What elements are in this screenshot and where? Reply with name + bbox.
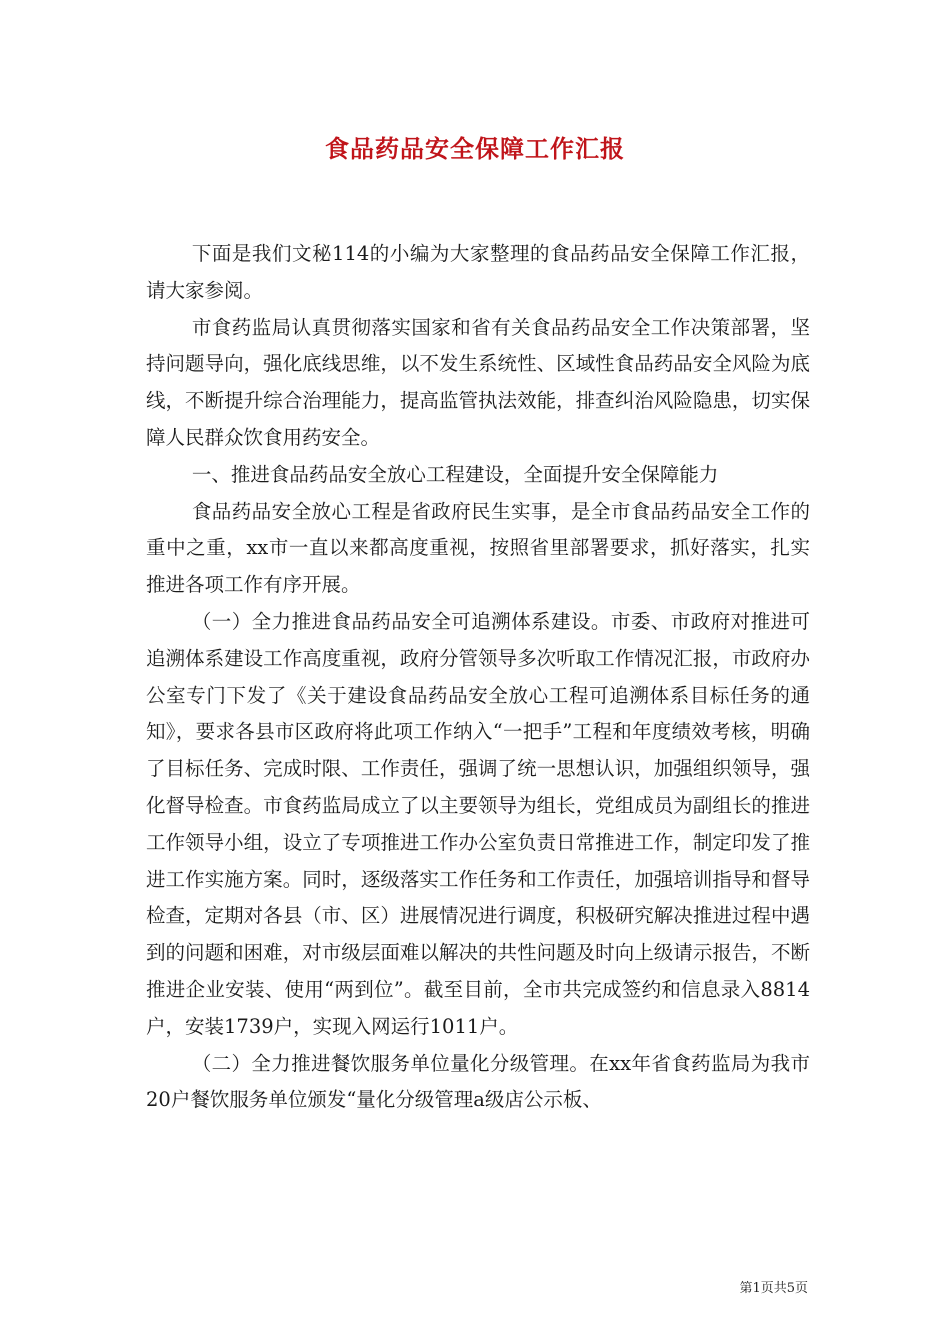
- paragraph-intro: 下面是我们文秘114的小编为大家整理的食品药品安全保障工作汇报，请大家参阅。: [146, 242, 810, 302]
- page-number: 第1页共5页: [739, 1281, 808, 1296]
- section-heading-1: 一、推进食品药品安全放心工程建设，全面提升安全保障能力: [191, 462, 719, 486]
- paragraph-subsection-1: （一）全力推进食品药品安全可追溯体系建设。市委、市政府对推进可追溯体系建设工作高度重视，政府分管领导多次听取工作情况汇报，市政府办公室专门下发了《关于建设食品药品安全放心工程可追溯体系目标任务的通知》，要求各县市区政府将此项工作纳入“一把手”工程和年度绩效考核，明确了目标任务、完成时限、工作责任，强调了统一思想认识，加强组织领导，强化督导检查。市食药监局成立了以主要领导为组长，党组成员为副组长的推进工作领导小组，设立了专项推进工作办公室负责日常推进工作，制定印发了推进工作实施方案。同时，逐级落实工作任务和工作责任，加强培训指导和督导检查，定期对各县（市、区）进展情况进行调度，积极研究解决推进过程中遇到的问题和困难，对市级层面难以解决的共性问题及时向上级请示报告，不断推进企业安装、使用“两到位”。截至目前，全市共完成签约和信息录入8814户，安装1739户，实现入网运行1011户。: [146, 609, 810, 1038]
- paragraph-section-1: 食品药品安全放心工程是省政府民生实事，是全市食品药品安全工作的重中之重，xx市一直以来都高度重视，按照省里部署要求，抓好落实，扎实推进各项工作有序开展。: [146, 499, 810, 597]
- paragraph-overview: 市食药监局认真贯彻落实国家和省有关食品药品安全工作决策部署，坚持问题导向，强化底线思维，以不发生系统性、区域性食品药品安全风险为底线，不断提升综合治理能力，提高监管执法效能，排查纠治风险隐患，切实保障人民群众饮食用药安全。: [146, 315, 810, 449]
- document-body: [146, 236, 810, 1119]
- document-title: 食品药品安全保障工作汇报: [325, 134, 625, 163]
- paragraph-subsection-2: （二）全力推进餐饮服务单位量化分级管理。在xx年省食药监局为我市20户餐饮服务单位颁发“量化分级管理a级店公示板、: [146, 1051, 810, 1112]
